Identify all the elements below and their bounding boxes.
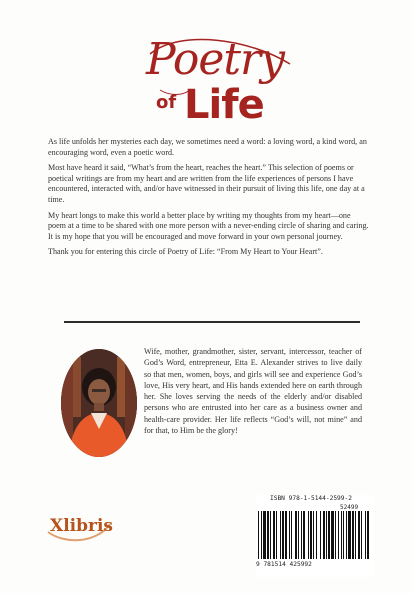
price-code: 52499 bbox=[340, 504, 359, 511]
cover-title bbox=[140, 34, 300, 134]
synopsis bbox=[48, 137, 370, 263]
isbn-barcode bbox=[256, 495, 374, 577]
synopsis-paragraph-3: My heart longs to make this world a better place by writing my thoughts from my heart—one poem at a time to be shared with one more person with a never-ending circle of sharing and caring. It is my hope that you will be encouraged and move forward in your own personal journey. bbox=[48, 210, 369, 241]
author-bio: Wife, mother, grandmother, sister, servant, intercessor, teacher of God’s Word, entrepreneur, Etta E. Alexander strives to live daily so that men, women, boys, and girls will see and experience God’s love, His very heart, and His hands extended here on earth through her. She loves serving the needs of the elderly and/or disabled persons who are entrusted into her care as a business owner and health-care provider. Her life reflects “God’s will, not mine” and for that, to Him be the glory! bbox=[144, 347, 362, 436]
title-life: Life bbox=[184, 82, 264, 128]
section-divider bbox=[64, 321, 360, 323]
title-of: of bbox=[156, 92, 177, 113]
synopsis-paragraph-4: Thank you for entering this circle of Poetry of Life: “From My Heart to Your Heart”. bbox=[48, 247, 323, 257]
barcode-bars bbox=[256, 511, 374, 561]
isbn-label: ISBN 978-1-5144-2599-2 bbox=[270, 495, 352, 502]
publisher-logo: Xlibris bbox=[50, 516, 113, 536]
synopsis-paragraph-1: As life unfolds her mysteries each day, we sometimes need a word: a loving word, a kind word, an encouraging word, even a poetic word. bbox=[48, 137, 367, 157]
barcode-digits: 9 781514 425992 bbox=[256, 561, 312, 568]
synopsis-paragraph-2: Most have heard it said, “What’s from the heart, reaches the heart.” This selection of poems or poetical writings are from my heart and are written from the life experiences of persons I have encountered, interacted with, and/or have witnessed in their pursuit of living this life, one day at a time. bbox=[48, 163, 365, 204]
title-poetry: Poetry bbox=[146, 34, 284, 85]
author-photo bbox=[61, 349, 137, 457]
